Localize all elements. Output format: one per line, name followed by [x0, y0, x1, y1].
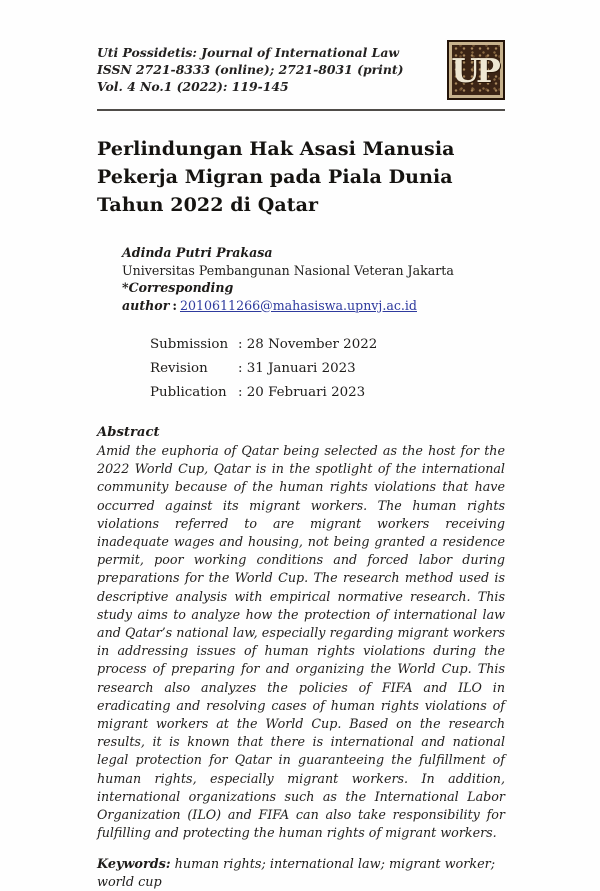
revision-value: : 31 Januari 2023 — [238, 361, 356, 376]
submission-date-row — [150, 333, 505, 357]
submission-label: Submission — [150, 337, 229, 352]
author-affiliation: Universitas Pembangunan Nasional Veteran Jakarta — [122, 262, 454, 278]
publication-label: Publication — [150, 385, 227, 400]
corresponding-author-line — [122, 279, 505, 314]
logo-ornament-background — [452, 45, 500, 95]
article-title: Perlindungan Hak Asasi Manusia Pekerja Migran pada Piala Dunia Tahun 2022 di Qatar — [97, 138, 455, 216]
dates-block — [150, 333, 505, 405]
journal-issn: ISSN 2721-8333 (online); 2721-8031 (print) — [97, 62, 404, 77]
journal-volume: Vol. 4 No.1 (2022): 119-145 — [97, 79, 289, 94]
journal-meta-block — [97, 40, 403, 95]
logo-monogram-up-icon: UP — [451, 50, 497, 90]
journal-header — [97, 40, 505, 100]
author-block — [122, 244, 505, 314]
keywords-label: Keywords: — [97, 857, 171, 873]
abstract-text: Amid the euphoria of Qatar being selected as the host for the 2022 World Cup, Qatar is in the spotlight of the international community because of the human rights violations that have occurred against its migrant workers. The human rights violations referred to are migrant workers receiving inadequate wages and housing, not being granted a residence permit, poor working conditions and forced labor during preparations for the World Cup. The research method used is descriptive analysis with empirical normative research. This study aims to analyze how the protection of international law and Qatar’s national law, especially regarding migrant workers in addressing issues of human rights violations during the process of preparing for and organizing the World Cup. This research also analyzes the policies of FIFA and ILO in eradicating and resolving cases of human rights violations of migrant workers at the World Cup. Based on the research results, it is known that there is international and national legal protection for Qatar in guaranteeing the fulfillment of human rights, especially migrant workers. In addition, international organizations such as the International Labor Organization (ILO) and FIFA can also take responsibility for fulfilling and protecting the human rights of migrant workers. — [97, 443, 505, 841]
corresponding-email-link[interactable]: 2010611266@mahasiswa.upnvj.ac.id — [179, 297, 417, 313]
keywords-line — [97, 856, 505, 891]
corresponding-author-label: *Corresponding author — [122, 280, 234, 313]
abstract-section — [97, 424, 505, 842]
abstract-heading: Abstract — [97, 425, 160, 440]
corresponding-separator: : — [172, 297, 177, 313]
submission-value: : 28 November 2022 — [238, 337, 378, 352]
publication-date-row — [150, 381, 505, 405]
revision-label: Revision — [150, 361, 208, 376]
publication-value: : 20 Februari 2023 — [238, 385, 366, 400]
revision-date-row — [150, 357, 505, 381]
author-name: Adinda Putri Prakasa — [122, 245, 273, 260]
header-divider-rule — [97, 109, 505, 111]
keywords-text: human rights; international law; migrant worker; world cup — [97, 857, 496, 891]
journal-logo — [447, 40, 505, 100]
journal-name: Uti Possidetis: Journal of International Law — [97, 45, 400, 60]
